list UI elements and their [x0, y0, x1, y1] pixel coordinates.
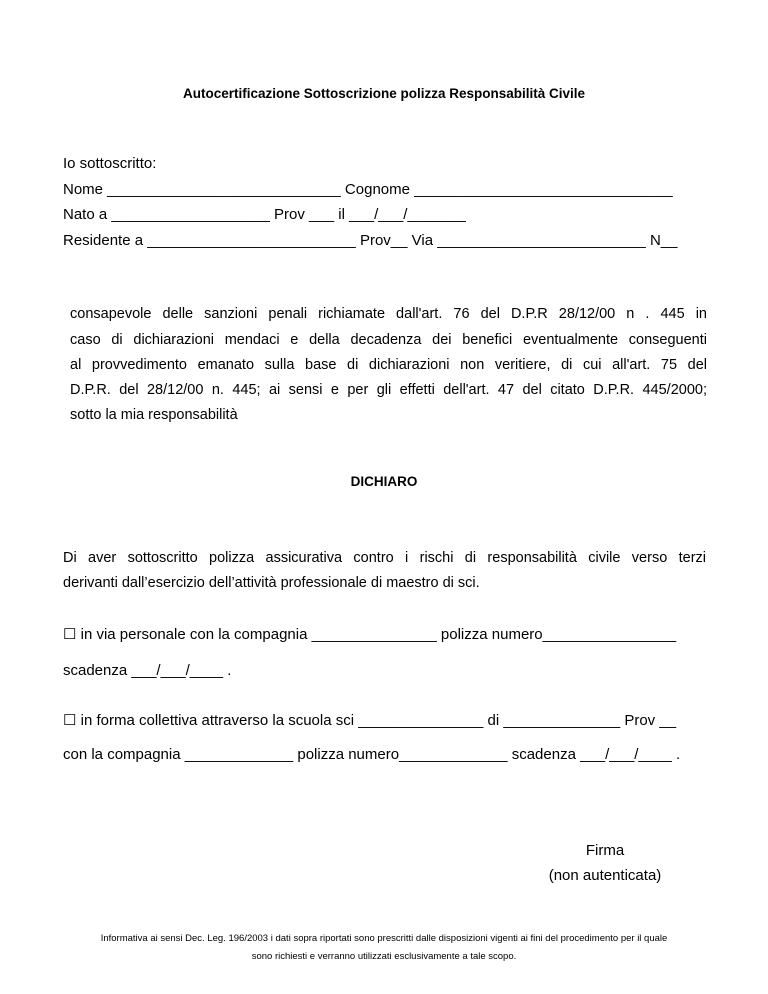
declaration-line: sotto la mia responsabilità — [70, 407, 238, 423]
collective-policy-text[interactable]: in forma collettiva attraverso la scuola sci _______________ di ______________ Prov __ — [80, 712, 677, 729]
signature-label: Firma — [585, 842, 625, 859]
privacy-notice-line: Informativa ai sensi Dec. Leg. 196/2003 i dati sopra riportati sono prescritti dalle disposizioni vigenti ai fini del procedimento per il quale — [100, 933, 668, 944]
statement-line: derivanti dall’esercizio dell’attività professionale di maestro di sci. — [63, 575, 480, 591]
privacy-notice-line: sono richiesti e verranno utilizzati esclusivamente a tale scopo. — [251, 951, 517, 962]
birth-field[interactable]: Nato a ___________________ Prov ___ il ___/___/_______ — [63, 206, 466, 223]
signature-note: (non autenticata) — [548, 867, 662, 884]
declaration-line: consapevole delle sanzioni penali richiamate dall'art. 76 del D.P.R 28/12/00 n . 445 in — [70, 306, 707, 322]
checkbox-icon[interactable]: ☐ — [63, 626, 77, 643]
personal-policy-option[interactable] — [63, 625, 676, 645]
personal-policy-text[interactable]: in via personale con la compagnia _______________ polizza numero________________ — [80, 626, 677, 643]
collective-policy-option[interactable] — [63, 711, 676, 731]
checkbox-icon[interactable]: ☐ — [63, 712, 77, 729]
document-title: Autocertificazione Sottoscrizione polizza Responsabilità Civile — [182, 86, 586, 101]
declaration-line: D.P.R. del 28/12/00 n. 445; ai sensi e per gli effetti dell'art. 47 del citato D.P.R. 445/2000; — [70, 382, 707, 398]
section-heading: DICHIARO — [350, 474, 418, 489]
personal-policy-expiry[interactable]: scadenza ___/___/____ . — [63, 662, 232, 679]
declaration-line: al provvedimento emanato sulla base di dichiarazioni non veritiere, di cui all'art. 75 del — [70, 357, 707, 373]
name-surname-field[interactable]: Nome ____________________________ Cognome _______________________________ — [63, 181, 673, 198]
intro-text: Io sottoscritto: — [63, 155, 157, 172]
statement-line: Di aver sottoscritto polizza assicurativa contro i rischi di responsabilità civile verso terzi — [63, 550, 706, 566]
residence-field[interactable]: Residente a _________________________ Prov__ Via _________________________ N__ — [63, 232, 678, 249]
declaration-line: caso di dichiarazioni mendaci e della decadenza dei benefici eventualmente conseguenti — [70, 332, 707, 348]
collective-policy-details[interactable]: con la compagnia _____________ polizza numero_____________ scadenza ___/___/____ . — [63, 746, 681, 763]
